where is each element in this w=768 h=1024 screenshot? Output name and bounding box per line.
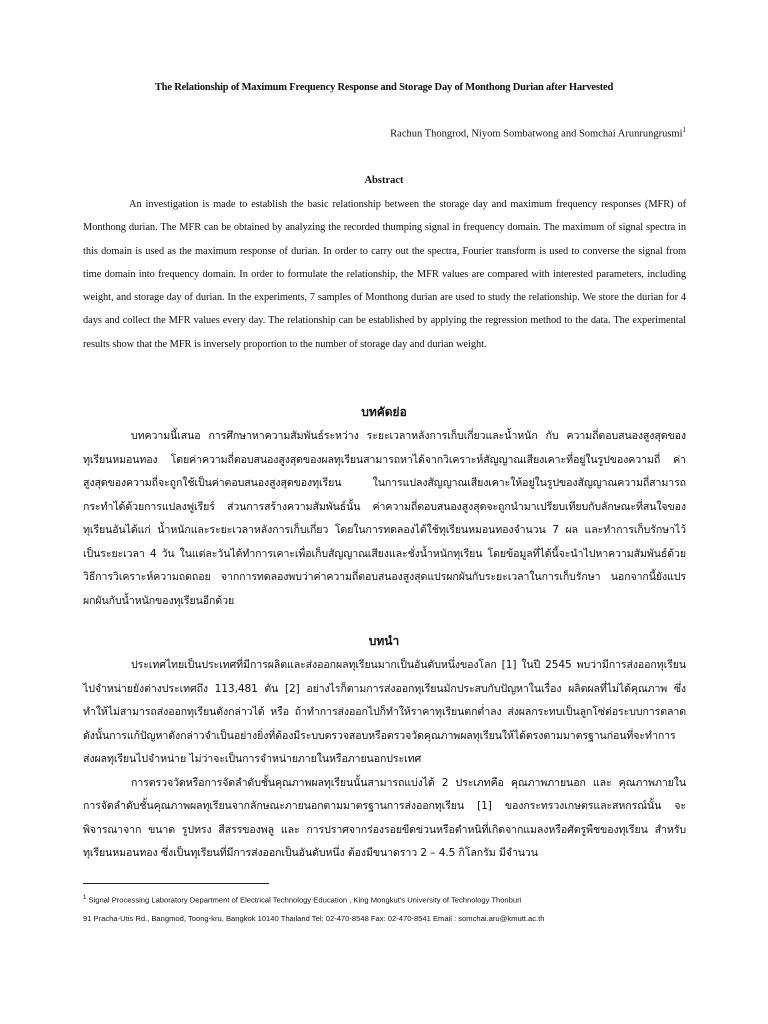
author-names: Rachun Thongrod, Niyom Sombatwong and Somchai Arunrungrusmi — [390, 128, 683, 140]
thai-abstract-paragraph: บทความนี้เสนอ การศึกษาหาความสัมพันธ์ระหว่าง ระยะเวลาหลังการเก็บเกี่ยวและน้ำหนัก กับ ความถี่ตอบสนองสูงสุดของทุเรียนหมอนทอง โดยค่าความถี่ตอบสนองสูงสุดของผลทุเรียนสามารถหาได้จากวิเคราะห์สัญญาณเสียงเคาะที่อยู่ในรูปของความถี่ ค่าสูงสุดของความถี่จะถูกใช้เป็นค่าตอบสนองสูงสุดของทุเรียน ในการแปลงสัญญาณเสียงเคาะให้อยู่ในรูปของสัญญาณความถี่สามารถกระทำได้ด้วยการแปลงฟูเรียร์ ส่วนการสร้างความสัมพันธ์นั้น ค่าความถี่ตอบสนองสูงสุดจะถูกนำมาเปรียบเทียบกับลักษณะที่สนใจของทุเรียนอันได้แก่ น้ำหนักและระยะเวลาหลังการเก็บเกี่ยว โดยในการทดลองได้ใช้ทุเรียนหมอนทองจำนวน 7 ผล และทำการเก็บรักษาไว้เป็นระยะเวลา 4 วัน ในแต่ละวันได้ทำการเคาะเพื่อเก็บสัญญาณเสียงและชั่งน้ำหนักทุเรียน โดยข้อมูลที่ได้นี้จะนำไปหาความสัมพันธ์ด้วยวิธีการวิเคราะห์ความถดถอย จากการทดลองพบว่าค่าความถี่ตอบสนองสูงสุดแปรผกผันกับระยะเวลาในการเก็บรักษา นอกจากนี้ยังแปรผกผันกับน้ำหนักของทุเรียนอีกด้วย — [83, 430, 686, 607]
introduction-paragraph-1: ประเทศไทยเป็นประเทศที่มีการผลิตและส่งออกผลทุเรียนมากเป็นอันดับหนึ่งของโลก [1] ในปี 2545 พบว่ามีการส่งออกทุเรียนไปจำหน่ายยังต่างประเทศถึง 113,481 ตัน [2] อย่างไรก็ตามการส่งออกทุเรียนมักประสบกับปัญหาในเรื่อง ผลิตผลที่ไม่ได้คุณภาพ ซึ่งทำให้ไม่สามารถส่งออกทุเรียนดังกล่าวได้ หรือ ถ้าทำการส่งออกไปก็ทำให้ราคาทุเรียนตกต่ำลง ส่งผลกระทบเป็นลูกโซ่ต่อระบบการตลาด ดังนั้นการแก้ปัญหาดังกล่าวจำเป็นอย่างยิ่งที่ต้องมีระบบตรวจสอบหรือตรวจวัดคุณภาพผลทุเรียนให้ได้ตรงตามมาตรฐานก่อนที่จะทำการส่งผลทุเรียนไปจำหน่าย ไม่ว่าจะเป็นการจำหน่ายภายในหรือภายนอกประเทศ — [83, 659, 686, 765]
footnote-address: 91 Pracha-Utis Rd., Bangmod, Toong-kru, Bangkok 10140 Thailand Tel: 02-470-8548 Fax: 02-470-8541 Email : somchai.aru@kmutt.ac.th — [83, 914, 545, 923]
thai-abstract-heading: บทคัดย่อ — [361, 405, 407, 419]
thai-abstract-text — [83, 425, 686, 613]
footnote-affiliation — [83, 895, 703, 905]
author-list — [390, 126, 686, 140]
paper-title: The Relationship of Maximum Frequency Response and Storage Day of Monthong Durian after Harvested — [154, 82, 614, 93]
introduction-heading: บทนำ — [368, 634, 400, 648]
footnote-divider — [83, 883, 269, 884]
introduction-body — [83, 654, 686, 866]
abstract-heading: Abstract — [364, 175, 404, 186]
introduction-paragraph-2: การตรวจวัดหรือการจัดลำดับชั้นคุณภาพผลทุเรียนนั้นสามารถแบ่งได้ 2 ประเภทคือ คุณภาพภายนอก และ คุณภาพภายใน การจัดลำดับชั้นคุณภาพผลทุเรียนจากลักษณะภายนอกตามมาตรฐานการส่งออกทุเรียน [1] ของกระทรวงเกษตรและสหกรณ์นั้น จะพิจารณาจาก ขนาด รูปทรง สีสรรของพลู และ การปราศจากร่องรอยขีดข่วนหรือตำหนิที่เกิดจากแมลงหรือศัตรูพืชของทุเรียน สำหรับทุเรียนหมอนทอง ซึ่งเป็นทุเรียนที่มีการส่งออกเป็นอันดับหนึ่ง ต้องมีขนาดราว 2 – 4.5 กิโลกรัม มีจำนวน — [83, 776, 686, 859]
abstract-text: An investigation is made to establish the basic relationship between the storage day and maximum frequency responses (MFR) of Monthong durian. The MFR can be obtained by analyzing the recorded thumping signal in frequency domain. The maximum of signal spectra in this domain is used as the maximum response of durian. In order to carry out the spectra, Fourier transform is used to converse the signal from time domain into frequency domain. In order to formulate the relationship, the MFR values are compared with interested parameters, including weight, and storage day of durian. In the experiments, 7 samples of Monthong durian are used to study the relationship. We store the durian for 4 days and collect the MFR values every day. The relationship can be established by applying the regression method to the data. The experimental results show that the MFR is inversely proportion to the number of storage day and durian weight. — [83, 199, 686, 350]
footnote-mark: 1 — [83, 895, 87, 901]
author-affiliation-mark: 1 — [682, 126, 686, 134]
footnote-line-1: Signal Processing Laboratory Department of Electrical Technology Education , King Mongkut's University of Technology Thonburi — [88, 895, 522, 905]
